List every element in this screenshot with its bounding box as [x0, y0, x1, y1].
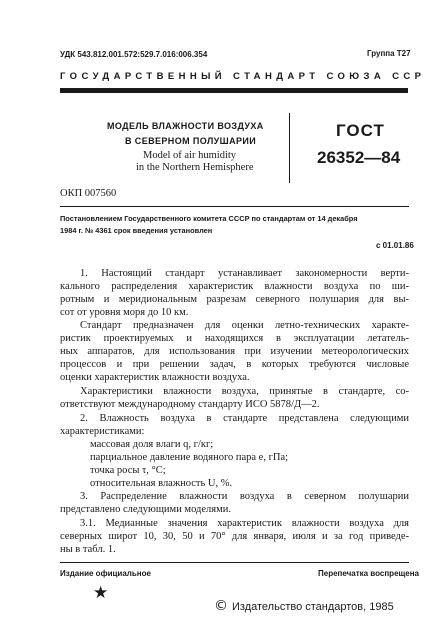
body-line: представлено следующими моделями. [60, 504, 231, 515]
copyright-icon: © [214, 598, 228, 614]
publisher-line: Издательство стандартов, 1985 [232, 601, 394, 613]
body-line: кального распределения характеристик влажности воздуха по ши- [60, 281, 409, 292]
body-line: ны в табл. 1. [60, 544, 116, 555]
body-line: относительная влажность U, %. [90, 478, 233, 489]
udk-code: УДК 543.812.001.572:529.7.016:006.354 [60, 50, 208, 59]
header-rule [60, 88, 408, 93]
body-line: процессов и при решении задач, в которых требуются числовые [60, 359, 409, 370]
body-line: ных аппаратов, для использования при изучении метеорологических [60, 346, 409, 357]
body-line: 3. Распределение влажности воздуха в северном полушарии [80, 491, 409, 502]
body-line: точка росы τ, °С; [90, 465, 166, 476]
group-code: Группа Т27 [367, 49, 411, 58]
decree-line1: Постановлением Государственного комитета СССР по стандартам от 14 декабря [60, 214, 358, 223]
body-line: парциальное давление водяного пара e, гПа; [90, 452, 289, 463]
okp-code: ОКП 007560 [60, 188, 117, 199]
decree-line2: 1984 г. № 4361 срок введения установлен [60, 226, 213, 235]
body-line: Характеристики влажности воздуха, принятые в стандарте, со- [80, 386, 409, 397]
official-edition-label: Издание официальное [60, 569, 151, 578]
body-line: 1. Настоящий стандарт устанавливает закономерности верти- [80, 268, 409, 279]
body-line: 3.1. Медианные значения характеристик влажности воздуха для [80, 518, 409, 529]
body-line: северных широт 10, 30, 50 и 70° для января, июля и за год приведе- [60, 531, 409, 542]
title-ru-line1: МОДЕЛЬ ВЛАЖНОСТИ ВОЗДУХА [107, 121, 264, 131]
gost-number: 26352—84 [317, 148, 401, 167]
body-line: сот от уровня моря до 10 км. [60, 307, 189, 318]
title-ru-line2: В СЕВЕРНОМ ПОЛУШАРИИ [125, 136, 257, 146]
body-line: ротным и меридиональным разрезам северного полушария для вы- [60, 294, 409, 305]
body-line: характеристиками: [60, 426, 145, 437]
body-line: ристик проектируемых и находящихся в эксплуатации летатель- [60, 333, 409, 344]
title-en-line1: Model of air humidity [143, 150, 237, 161]
standard-banner: ГОСУДАРСТВЕННЫЙ СТАНДАРТ СОЮЗА ССР [60, 71, 426, 82]
body-line: оценки характеристик влажности воздуха. [60, 372, 250, 383]
footer-rule [60, 562, 409, 563]
body-line: 2. Влажность воздуха в стандарте представлена следующими [80, 413, 409, 424]
reprint-prohibited-label: Перепечатка воспрещена [318, 569, 419, 578]
effective-date: с 01.01.86 [376, 241, 414, 250]
title-divider [289, 113, 290, 183]
okp-rule [60, 206, 409, 207]
body-line: Стандарт предназначен для оценки летно-технических характе- [80, 320, 409, 331]
body-line: массовая доля влаги q, г/кг; [90, 439, 214, 450]
body-line: ответствуют международному стандарту ИСО 5878/Д—2. [60, 399, 320, 410]
gost-label: ГОСТ [336, 121, 385, 140]
title-en-line2: in the Northern Hemisphere [136, 162, 254, 173]
star-icon: ★ [93, 583, 109, 603]
